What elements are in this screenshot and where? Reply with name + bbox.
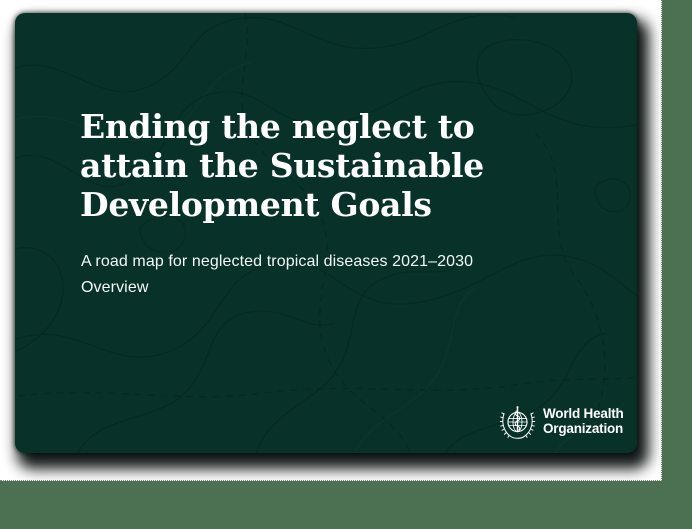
- cover-title-line-2: attain the Sustainable: [80, 146, 484, 185]
- cover-edition: Overview: [81, 279, 149, 296]
- who-emblem-icon: [497, 401, 538, 442]
- who-logo: [497, 401, 624, 442]
- contour-pattern-decoration: [15, 13, 637, 453]
- cover-page: [15, 13, 637, 453]
- cover-subtitle: A road map for neglected tropical diseases 2021–2030: [81, 253, 474, 270]
- cover-title-line-1: Ending the neglect to: [80, 107, 475, 146]
- who-wordmark-line-2: Organization: [543, 420, 624, 436]
- who-wordmark-line-1: World Health: [543, 406, 624, 421]
- cover-subtitle-block: [81, 249, 473, 301]
- cover-title-line-3: Development Goals: [80, 185, 432, 224]
- who-wordmark: [543, 407, 624, 436]
- cover-title: [80, 107, 550, 224]
